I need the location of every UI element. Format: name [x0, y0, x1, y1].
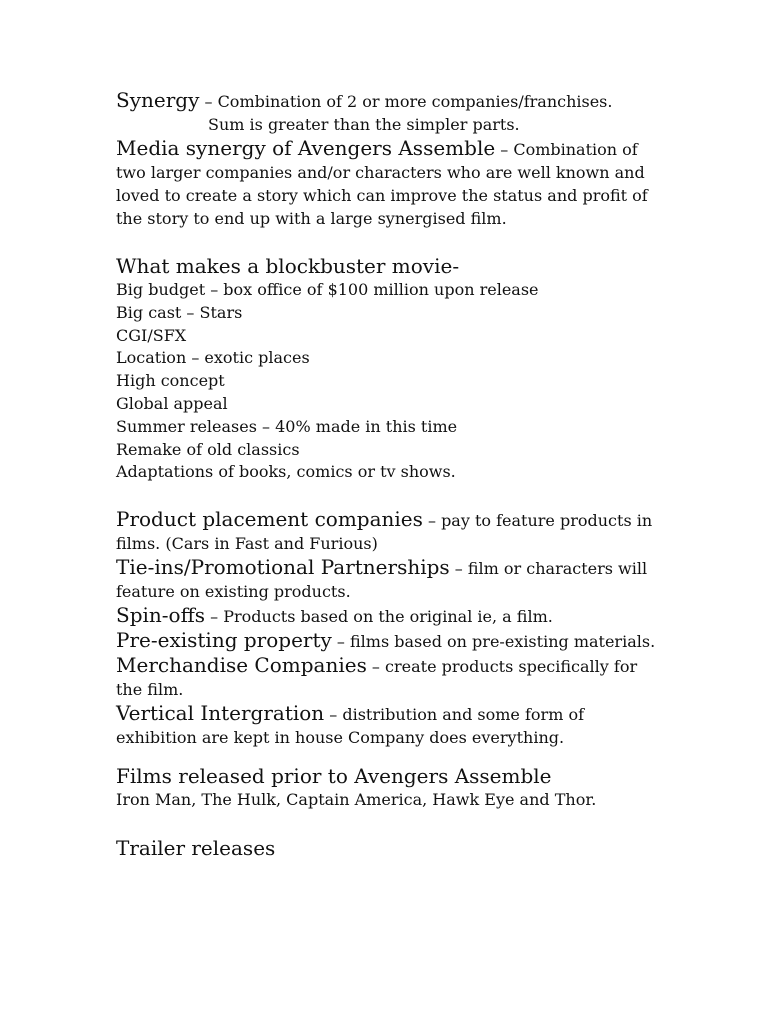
- definition-text: – pay to feature products in films. (Cars in Fast and Furious): [116, 511, 653, 554]
- list-item: Location – exotic places: [116, 348, 310, 368]
- prior-films-text: Iron Man, The Hulk, Captain America, Hawk Eye and Thor.: [116, 790, 597, 810]
- prior-films-heading: Films released prior to Avengers Assemble: [116, 764, 552, 789]
- definition-term: Product placement companies: [116, 507, 423, 532]
- synergy-paragraph: [116, 88, 656, 113]
- definition-term: Tie-ins/Promotional Partnerships: [116, 555, 450, 580]
- blockbuster-list: [116, 279, 656, 484]
- definition-spin-offs: [116, 603, 656, 628]
- spacer: [116, 230, 656, 253]
- definition-term: Merchandise Companies: [116, 653, 367, 678]
- definition-term: Vertical Intergration: [116, 701, 325, 726]
- definition-pre-existing-property: [116, 628, 656, 653]
- definition-merchandise: [116, 653, 656, 701]
- media-synergy-term: Media synergy of Avengers Assemble: [116, 136, 496, 160]
- definition-vertical-integration: [116, 701, 656, 749]
- definition-product-placement: [116, 507, 656, 555]
- list-item: CGI/SFX: [116, 325, 187, 345]
- definition-text: – Products based on the original ie, a film.: [205, 607, 553, 627]
- media-synergy-paragraph: [116, 136, 656, 230]
- synergy-term: Synergy: [116, 88, 200, 112]
- spacer: [116, 484, 656, 507]
- trailer-heading: Trailer releases: [116, 835, 276, 860]
- media-synergy-definition: – Combination of two larger companies and/or characters who are well known and loved to create a story which can improve the status and profit of the story to end up with a large synergised film.: [116, 140, 648, 228]
- definition-tie-ins: [116, 555, 656, 603]
- spacer: [116, 812, 656, 835]
- list-item: Big budget – box office of $100 million upon release: [116, 280, 539, 299]
- definition-term: Pre-existing property: [116, 628, 332, 653]
- blockbuster-heading: What makes a blockbuster movie-: [116, 254, 460, 278]
- list-item: Big cast – Stars: [116, 302, 243, 322]
- synergy-definition-line2: Sum is greater than the simpler parts.: [208, 115, 520, 134]
- document-page: [116, 88, 656, 861]
- list-item: Remake of old classics: [116, 439, 300, 459]
- synergy-definition-line1: – Combination of 2 or more companies/franchises.: [199, 92, 613, 111]
- definition-text: – film or characters will feature on existing products.: [116, 559, 648, 602]
- list-item: Adaptations of books, comics or tv shows.: [116, 462, 456, 482]
- definition-term: Spin-offs: [116, 603, 206, 628]
- list-item: Global appeal: [116, 393, 228, 413]
- definition-text: – create products specifically for the film.: [116, 657, 638, 700]
- list-item: Summer releases – 40% made in this time: [116, 416, 458, 436]
- definition-text: – films based on pre-existing materials.: [331, 632, 656, 652]
- spacer: [116, 749, 656, 763]
- definition-text: – distribution and some form of exhibition are kept in house Company does everything.: [116, 705, 584, 748]
- list-item: High concept: [116, 371, 225, 391]
